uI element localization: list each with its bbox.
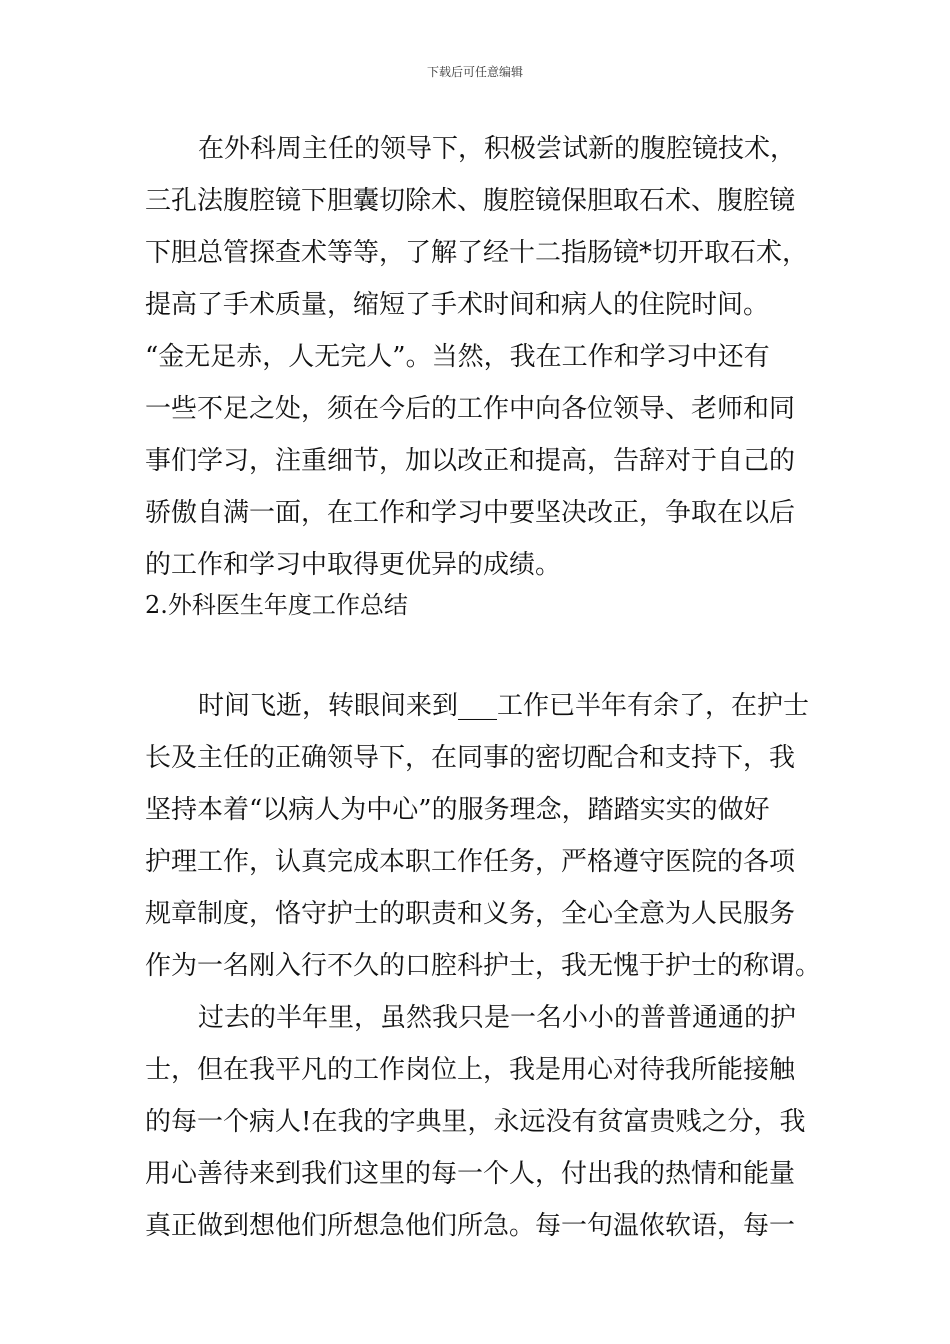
paragraph-line: 骄傲自满一面，在工作和学习中要坚决改正，争取在以后 bbox=[145, 498, 796, 528]
paragraph-line: 三孔法腹腔镜下胆囊切除术、腹腔镜保胆取石术、腹腔镜 bbox=[145, 186, 796, 216]
paragraph-line: 的每一个病人!在我的字典里，永远没有贫富贵贱之分，我 bbox=[145, 1107, 806, 1137]
paragraph-line: 的工作和学习中取得更优异的成绩。 bbox=[145, 550, 562, 580]
paragraph-line: 作为一名刚入行不久的口腔科护士，我无愧于护士的称谓。 bbox=[145, 951, 822, 981]
paragraph-line: 士，但在我平凡的工作岗位上，我是用心对待我所能接触 bbox=[145, 1055, 796, 1085]
paragraph-line: 坚持本着“以病人为中心”的服务理念，踏踏实实的做好 bbox=[145, 795, 770, 825]
paragraph-line: 在外科周主任的领导下，积极尝试新的腹腔镜技术， bbox=[198, 134, 797, 164]
paragraph-line: 下胆总管探查术等等，了解了经十二指肠镜*切开取石术， bbox=[145, 238, 809, 268]
paragraph-line: 过去的半年里，虽然我只是一名小小的普普通通的护 bbox=[198, 1003, 797, 1033]
paragraph-line: 提高了手术质量，缩短了手术时间和病人的住院时间。 bbox=[145, 290, 770, 320]
paragraph-line: 护理工作，认真完成本职工作任务，严格遵守医院的各项 bbox=[145, 847, 796, 877]
paragraph-line: 事们学习，注重细节，加以改正和提高，告辞对于自己的 bbox=[145, 446, 796, 476]
paragraph-line: 规章制度，恪守护士的职责和义务，全心全意为人民服务 bbox=[145, 899, 796, 929]
paragraph-line: 时间飞逝，转眼间来到___工作已半年有余了，在护士 bbox=[198, 691, 810, 721]
paragraph-line: 长及主任的正确领导下，在同事的密切配合和支持下，我 bbox=[145, 743, 796, 773]
section-heading: 2.外科医生年度工作总结 bbox=[145, 591, 408, 619]
page-header: 下载后可任意编辑 bbox=[426, 65, 523, 79]
paragraph-line: 真正做到想他们所想急他们所急。每一句温侬软语，每一 bbox=[145, 1211, 796, 1241]
paragraph-line: “金无足赤，人无完人”。当然，我在工作和学习中还有 bbox=[145, 342, 770, 372]
paragraph-line: 用心善待来到我们这里的每一个人，付出我的热情和能量 bbox=[145, 1159, 796, 1189]
paragraph-line: 一些不足之处，须在今后的工作中向各位领导、老师和同 bbox=[145, 394, 796, 424]
